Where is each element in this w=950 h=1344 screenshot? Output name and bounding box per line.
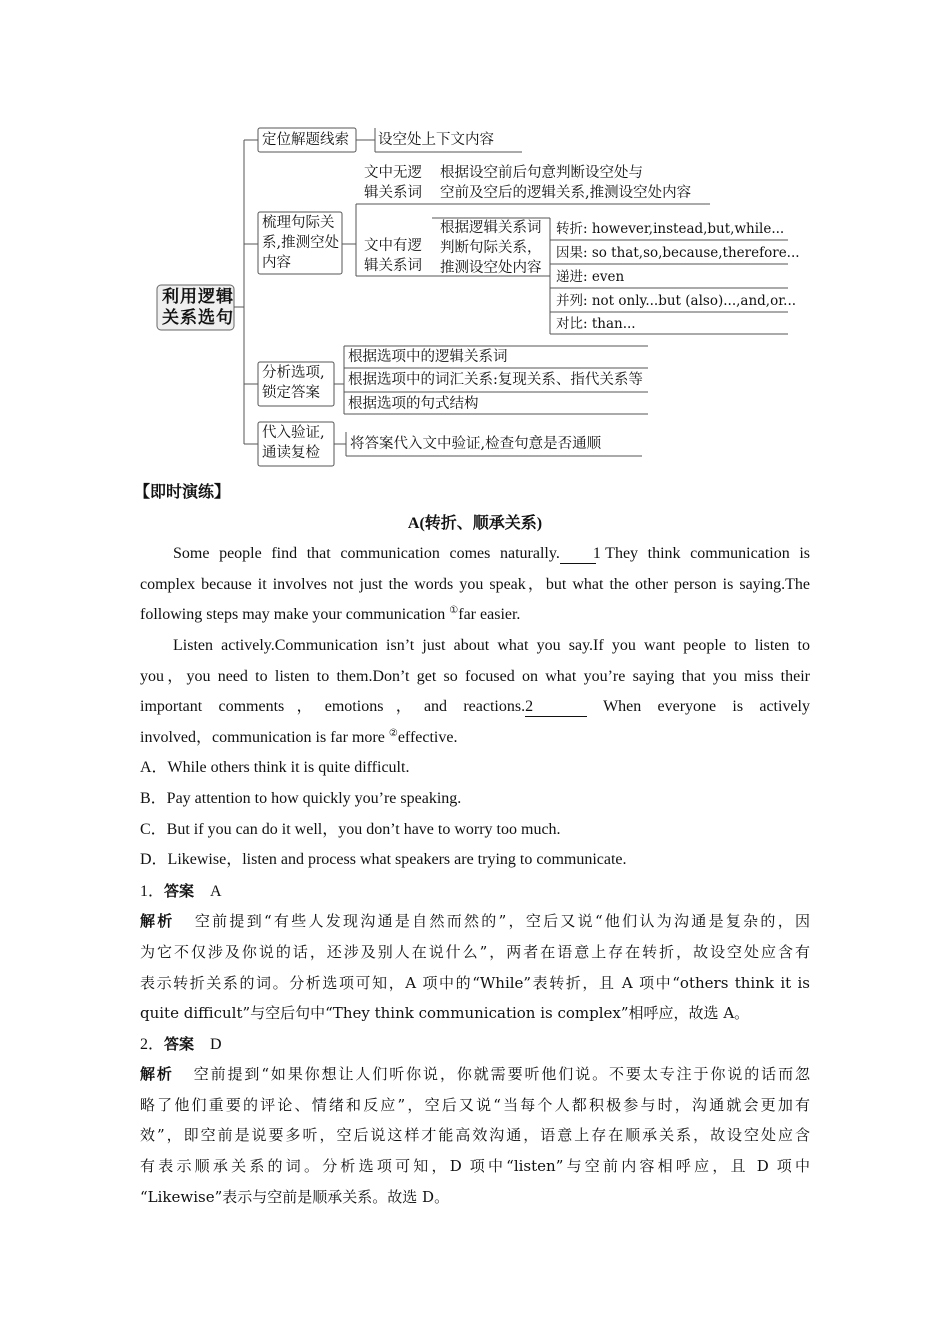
passage-p2-line-4: involved，communication is far more ②effective. (140, 727, 458, 746)
sub-2-text-3: 推测设空处内容 (440, 260, 542, 276)
branch-3-label-2: 锁定答案 (262, 385, 320, 401)
option-a: A．While others think it is quite difficult. (140, 759, 410, 777)
passage-p2-line-2: you，you need to listen to them.Don’t get so focused on what you’re saying that you miss their (140, 667, 811, 685)
sub-1-label-1: 文中无逻 (364, 165, 422, 181)
exercise-content (134, 478, 811, 1212)
option-d: D．Likewise，listen and process what speakers are trying to communicate. (140, 851, 627, 869)
branch-2-label-2: 系,推测空处 (262, 235, 340, 251)
sub-2-label-2: 辑关系词 (364, 258, 422, 274)
relation-leaf-contrast: 转折: however,instead,but,while... (556, 221, 785, 237)
sub-2-text-2: 判断句际关系， (440, 240, 542, 256)
answer-2-heading: 2．答案 D (140, 1034, 222, 1053)
answer-2-analysis-line-1: 解析 空前提到“如果你想让人们听你说，你就需要听他们说。不要太专注于你说的话而忽 (140, 1065, 810, 1084)
branch-2-label-3: 内容 (262, 255, 291, 271)
passage-p2-line-1: Listen actively.Communication isn’t just about what you say.If you want people to listen to (173, 636, 810, 654)
branch-2-label-1: 梳理句际关 (262, 215, 335, 231)
passage-p1-line-2: complex because it involves not just the words you speak，but what the other person is saying.The (140, 575, 810, 593)
passage-p1-line-3: following steps may make your communication ①far easier. (140, 605, 521, 624)
sub-1-text-1: 根据设空前后句意判断设空处与 (440, 165, 643, 181)
option-c: C．But if you can do it well，you don’t have to worry too much. (140, 820, 561, 838)
passage-p2-line-3: important comments，emotions，and reactions.2 When everyone is actively (140, 698, 810, 716)
mind-map (0, 0, 950, 470)
branch-3-leaf-3: 根据选项的句式结构 (348, 396, 479, 412)
answer-1-analysis-line-3: 表示转折关系的词。分析选项可知，A 项中的“While”表转折，且 A 项中“others think it is (140, 973, 810, 992)
answer-1-analysis-line-2: 为它不仅涉及你说的话，还涉及别人在说什么”，两者在语意上存在转折，故设空处应含有 (140, 942, 810, 961)
answer-1-analysis-line-4: quite difficult”与空后句中“They think communication is complex”相呼应，故选 A。 (140, 1004, 750, 1023)
marker-1: ① (449, 605, 459, 617)
branch-3-leaf-1: 根据选项中的逻辑关系词 (348, 349, 508, 365)
branch-3-label-1: 分析选项, (262, 365, 325, 381)
answer-2-analysis-line-2: 略了他们重要的评论、情绪和反应”，空后又说“当每个人都积极参与时，沟通就会更加有 (140, 1095, 810, 1114)
blank-2[interactable]: 2 (525, 698, 587, 717)
passage-title: A(转折、顺承关系) (407, 514, 543, 532)
relation-leaf-cause: 因果: so that,so,because,therefore... (556, 245, 800, 261)
relation-leaf-progression: 递进: even (556, 269, 625, 285)
blank-1[interactable]: 1 (560, 545, 596, 564)
root-label-2: 关系选句 (162, 308, 234, 328)
branch-1-leaf: 设空处上下文内容 (378, 132, 494, 148)
sub-1-text-2: 空前及空后的逻辑关系,推测设空处内容 (440, 185, 692, 201)
branch-4-label-2: 通读复检 (262, 445, 320, 461)
sub-2-text-1: 根据逻辑关系词 (440, 220, 542, 236)
relation-leaf-comparison: 对比: than... (556, 316, 636, 332)
answer-1-heading: 1．答案 A (140, 881, 222, 900)
sub-2-label-1: 文中有逻 (364, 238, 422, 254)
branch-4-leaf: 将答案代入文中验证,检查句意是否通顺 (350, 436, 602, 452)
answer-2-analysis-line-4: 有表示顺承关系的词。分析选项可知，D 项中“listen”与空前内容相呼应，且 D 项中 (140, 1157, 810, 1176)
answer-2-analysis-line-5: “Likewise”表示与空前是顺承关系。故选 D。 (140, 1187, 450, 1206)
section-title: 【即时演练】 (134, 484, 231, 501)
sub-1-label-2: 辑关系词 (364, 185, 422, 201)
passage-p1-line-1: Some people find that communication comes naturally. 1 They think communication is (173, 545, 811, 563)
option-b: B．Pay attention to how quickly you’re speaking. (140, 789, 462, 807)
branch-3-leaf-2: 根据选项中的词汇关系:复现关系、指代关系等 (348, 372, 643, 388)
marker-2: ② (388, 727, 398, 739)
branch-4-label-1: 代入验证, (262, 425, 325, 441)
root-label-1: 利用逻辑 (162, 287, 234, 307)
answer-2-analysis-line-3: 效”，即空前是说要多听，空后说这样才能高效沟通，语意上存在顺承关系，故设空处应含 (140, 1126, 810, 1145)
relation-leaf-parallel: 并列: not only...but (also)...,and,or... (556, 293, 797, 309)
branch-1-label: 定位解题线索 (262, 132, 349, 148)
answer-1-analysis-line-1: 解析 空前提到“有些人发现沟通是自然而然的”，空后又说“他们认为沟通是复杂的，因 (140, 912, 810, 931)
